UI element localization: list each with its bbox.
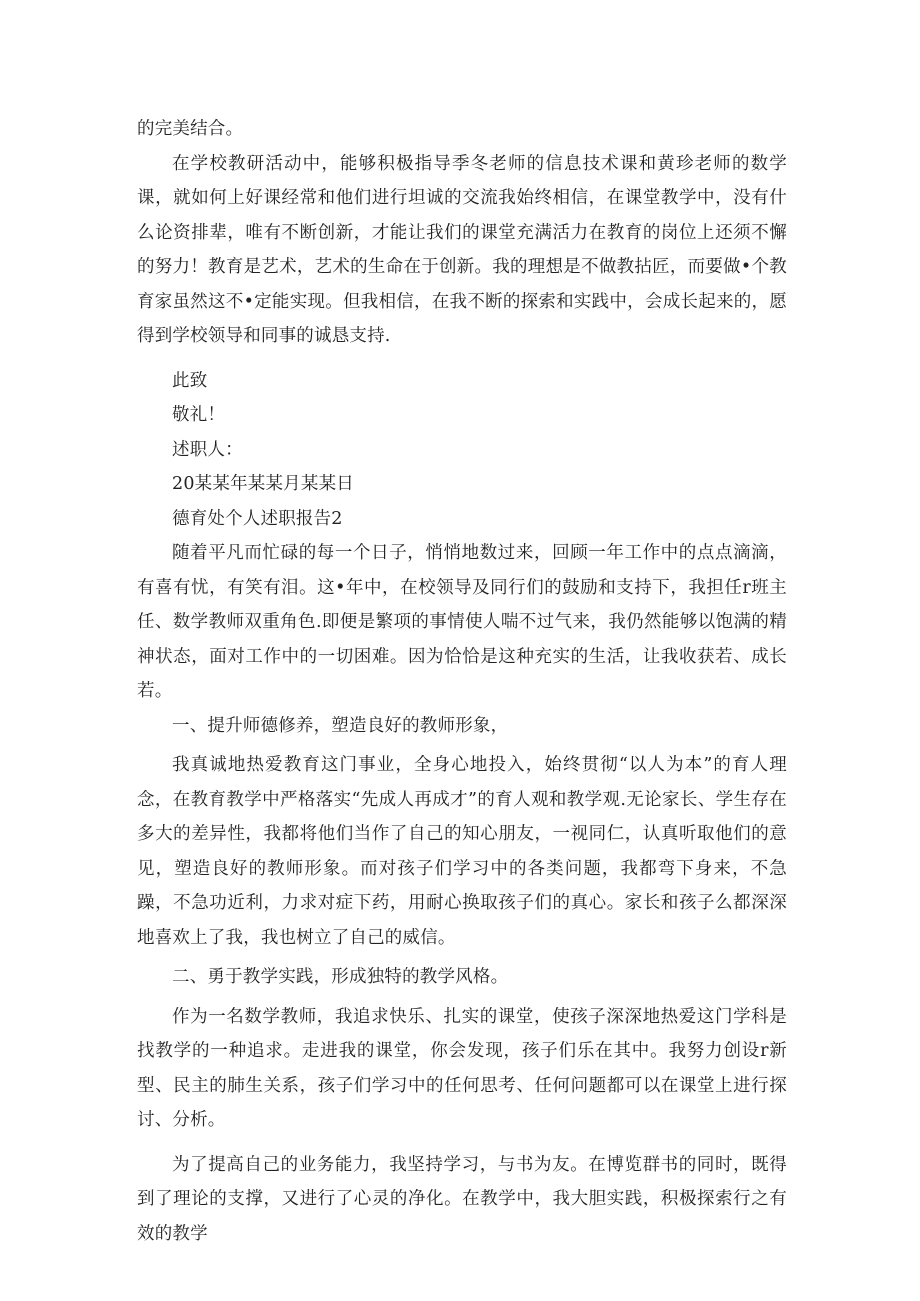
document-body	[137, 112, 787, 1251]
salutation-ci-zhi: 此致	[172, 370, 208, 391]
section-heading-1: 一、提升师德修养，塑造良好的教师形象，	[172, 715, 509, 736]
section-heading-2: 二、勇于教学实践，形成独特的教学风格。	[172, 967, 509, 987]
paragraph-intro: 随着平凡而忙碌的每一个日子，悄悄地数过来，回顾一年工作中的点点滴滴，有喜有忧，有笑有泪。这•年中，在校领导及同行们的鼓励和支持下，我担任r班主任、数学教师双重角色.即便是繁项的事情使人喘不过气来，我仍然能够以饱满的精神状态，面对工作中的一切困难。因为恰恰是这种充实的生活，让我收获若、成长若。	[137, 543, 787, 701]
report-title: 德育处个人述职报告2	[172, 508, 343, 529]
signature-label: 述职人：	[172, 439, 243, 460]
paragraph-teaching-research: 在学校教研活动中，能够积极指导季冬老师的信息技术课和黄珍老师的数学课，就如何上好课经常和他们进行坦诚的交流我始终相信，在课堂教学中，没有什么论资排辈，唯有不断创新，才能让我们的课堂充满活力在教育的岗位上还须不懈的努力！教育是艺术，艺术的生命在于创新。我的理想是不做教拈匠，而要做•个教育家虽然这不•定能实现。但我相信，在我不断的探索和实践中，会成长起来的，愿得到学校领导和同事的诚恳支持.	[137, 153, 787, 346]
paragraph-section-2: 作为一名数学教师，我追求快乐、扎实的课堂，使孩子深深地热爱这门学科是找教学的一种追求。走进我的课堂，你会发现，孩子们乐在其中。我努力创设r新型、民主的肺生关系，孩子们学习中的任何思考、任何问题都可以在课堂上进行探讨、分析。	[137, 1006, 787, 1130]
paragraph-closing-fragment: 的完美结合。	[137, 119, 244, 139]
date-line: 20某某年某某月某某日	[172, 474, 354, 494]
paragraph-self-improvement: 为了提高自己的业务能力，我坚持学习，与书为友。在博览群书的同时，既得到了理论的支撑，又进行了心灵的净化。在教学中，我大胆实践，积极探索行之有效的教学	[137, 1154, 787, 1244]
paragraph-section-1: 我真诚地热爱教育这门事业，全身心地投入，始终贯彻“以人为本”的育人理念，在教育教学中严格落实“先成人再成才”的育人观和教学观.无论家长、学生存在多大的差异性，我都将他们当作了自己的知心朋友，一视同仁，认真听取他们的意见，塑造良好的教师形象。而对孩子们学习中的各类问题，我都弯下身来，不急躁，不急功近利，力求对症下药，用耐心换取孩子们的真心。家长和孩子么都深深地喜欢上了我，我也树立了自己的威信。	[137, 755, 787, 948]
salutation-jing-li: 敬礼！	[172, 405, 226, 425]
